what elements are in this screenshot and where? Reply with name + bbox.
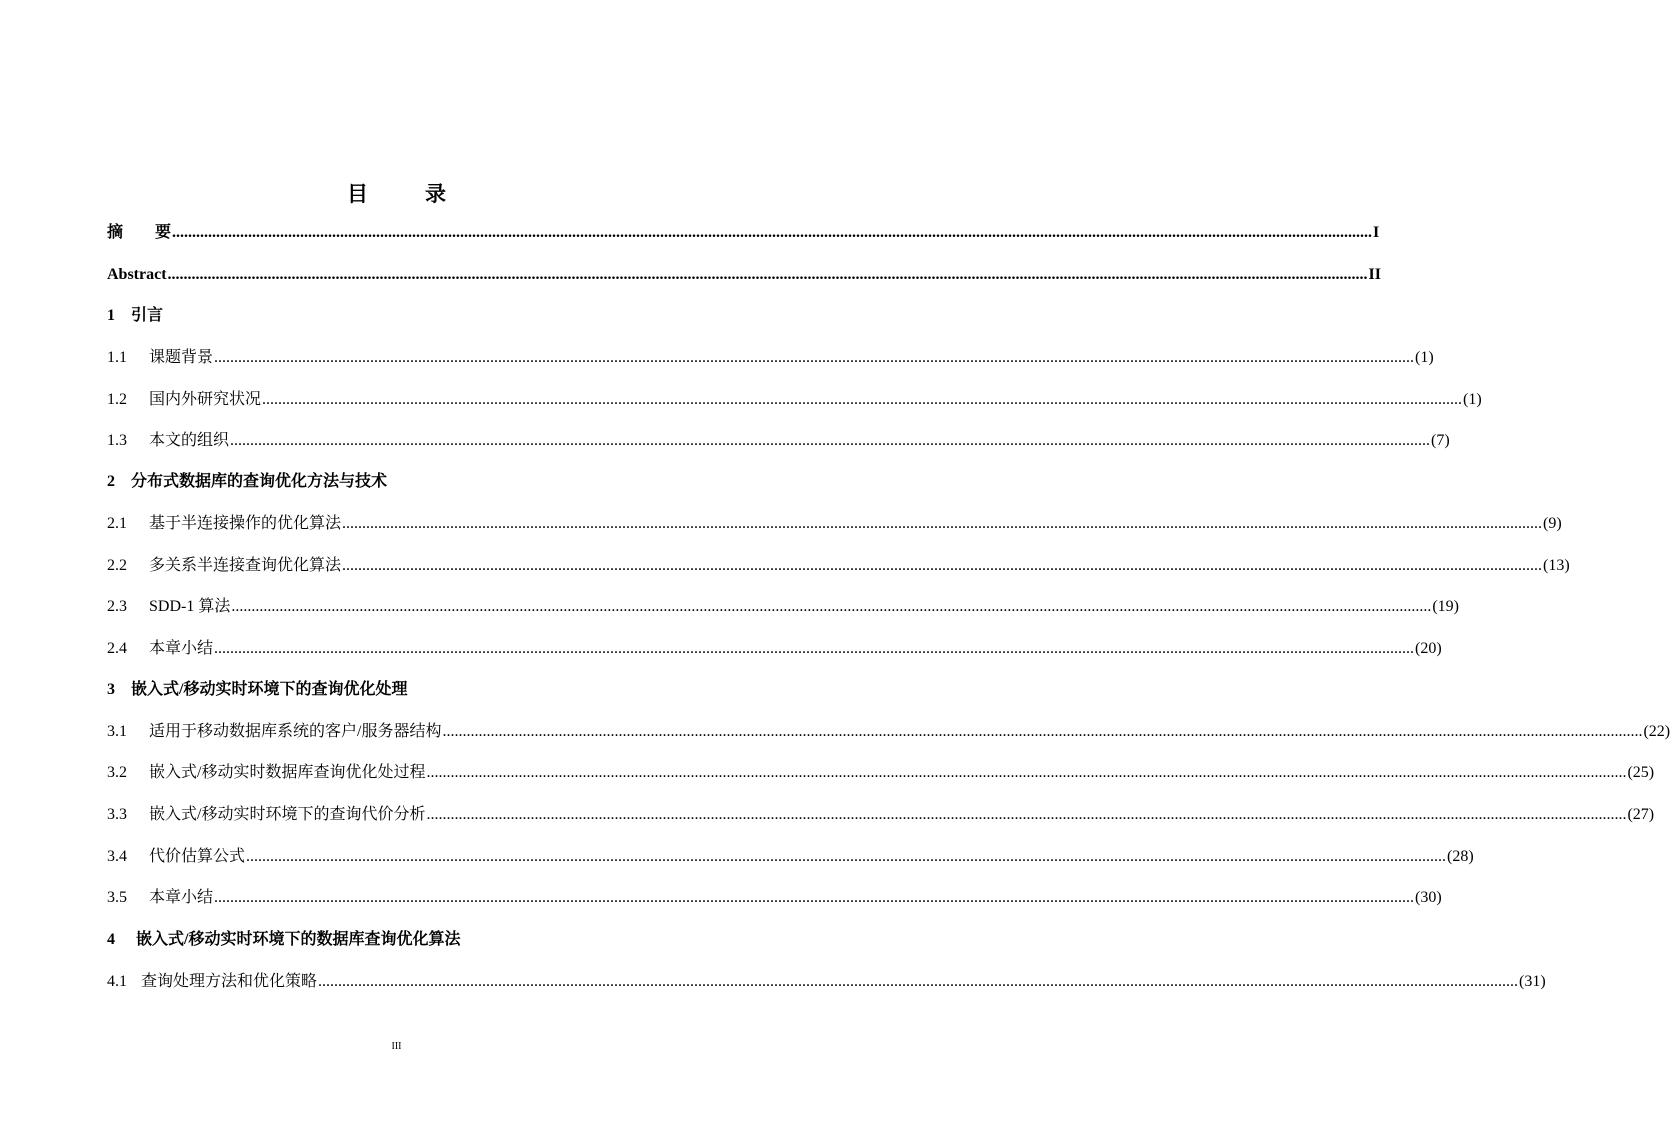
toc-entry-2-1[interactable]	[107, 512, 1562, 536]
toc-entry-text: 适用于移动数据库系统的客户/服务器结构	[149, 723, 442, 740]
toc-entry-text: 引言	[131, 307, 164, 324]
toc-entry-text: 分布式数据库的查询优化方法与技术	[131, 473, 388, 490]
toc-entry-text: 本章小结	[149, 640, 214, 657]
page-title: 目 录	[347, 182, 464, 206]
toc-entry-page: (28)	[1447, 848, 1474, 865]
toc-leader-dots: ............................................................................................................................................................................................................................................................................................................	[342, 557, 1543, 574]
toc-chapter-3[interactable]	[107, 678, 699, 702]
toc-entry-page: (25)	[1627, 764, 1655, 781]
toc-entry-number: 1.2	[107, 391, 127, 408]
toc-entry-number: 2	[107, 473, 115, 490]
toc-entry-number: 3.1	[107, 723, 127, 740]
toc-entry-abstract-en[interactable]	[107, 263, 1381, 287]
toc-entry-text: 代价估算公式	[149, 848, 246, 865]
toc-entry-page: (9)	[1543, 515, 1562, 532]
toc-leader-dots: ............................................................................................................................................................................................................................................................................................................	[167, 266, 1368, 283]
toc-entry-number: 3.4	[107, 848, 127, 865]
toc-entry-text: 查询处理方法和优化策略	[141, 973, 318, 990]
toc-leader-dots: ............................................................................................................................................................................................................................................................................................................	[342, 515, 1543, 532]
toc-chapter-2[interactable]	[107, 470, 699, 494]
toc-entry-number: 3	[107, 681, 115, 698]
toc-entry-text: 本文的组织	[149, 432, 230, 449]
toc-entry-text: 多关系半连接查询优化算法	[149, 557, 342, 574]
toc-entry-text: 嵌入式/移动实时环境下的数据库查询优化算法	[136, 931, 461, 948]
toc-leader-dots: ............................................................................................................................................................................................................................................................................................................	[230, 432, 1431, 449]
toc-entry-page: (7)	[1431, 432, 1450, 449]
toc-leader-dots: ............................................................................................................................................................................................................................................................................................................	[442, 723, 1643, 740]
toc-entry-2-3[interactable]	[107, 595, 1459, 619]
toc-entry-page: II	[1368, 266, 1381, 283]
toc-entry-1-2[interactable]	[107, 388, 1482, 412]
toc-leader-dots: ............................................................................................................................................................................................................................................................................................................	[172, 224, 1373, 241]
toc-entry-number: 3.5	[107, 889, 127, 906]
toc-entry-1-3[interactable]	[107, 429, 1450, 453]
toc-entry-text: SDD-1 算法	[149, 598, 231, 615]
toc-entry-number: 3.2	[107, 764, 127, 781]
toc-entry-page: (1)	[1415, 349, 1434, 366]
toc-entry-text: Abstract	[107, 266, 167, 283]
toc-entry-4-1[interactable]	[107, 970, 1546, 994]
toc-entry-number: 4	[107, 931, 115, 948]
toc-chapter-1[interactable]	[107, 304, 699, 328]
toc-entry-page: (13)	[1543, 557, 1570, 574]
toc-entry-page: I	[1373, 224, 1380, 241]
toc-entry-3-2[interactable]	[107, 761, 1655, 785]
toc-leader-dots: ............................................................................................................................................................................................................................................................................................................	[426, 806, 1627, 823]
toc-leader-dots: ............................................................................................................................................................................................................................................................................................................	[231, 598, 1432, 615]
toc-entry-page: (27)	[1627, 806, 1655, 823]
toc-entry-text: 本章小结	[149, 889, 214, 906]
toc-entry-page: (22)	[1643, 723, 1670, 740]
toc-entry-text: 嵌入式/移动实时数据库查询优化处过程	[149, 764, 426, 781]
page-number: III	[391, 1041, 402, 1052]
toc-entry-number: 4.1	[107, 973, 127, 990]
toc-entry-text: 嵌入式/移动实时环境下的查询优化处理	[131, 681, 408, 698]
toc-entry-number: 1	[107, 307, 115, 324]
toc-entry-3-3[interactable]	[107, 803, 1655, 827]
toc-entry-text: 课题背景	[149, 349, 214, 366]
toc-entry-text: 嵌入式/移动实时环境下的查询代价分析	[149, 806, 426, 823]
toc-chapter-4[interactable]	[107, 928, 699, 952]
toc-entry-number: 2.3	[107, 598, 127, 615]
toc-entry-3-5[interactable]	[107, 886, 1442, 910]
toc-entry-number: 1.1	[107, 349, 127, 366]
toc-entry-abstract-cn[interactable]	[107, 221, 1380, 245]
toc-entry-text: 基于半连接操作的优化算法	[149, 515, 342, 532]
toc-entry-page: (31)	[1519, 973, 1546, 990]
toc-leader-dots: ............................................................................................................................................................................................................................................................................................................	[214, 349, 1415, 366]
toc-entry-2-4[interactable]	[107, 637, 1442, 661]
toc-leader-dots: ............................................................................................................................................................................................................................................................................................................	[426, 764, 1627, 781]
toc-leader-dots: ............................................................................................................................................................................................................................................................................................................	[262, 391, 1463, 408]
toc-entry-page: (19)	[1432, 598, 1459, 615]
toc-entry-page: (30)	[1415, 889, 1442, 906]
toc-leader-dots: ............................................................................................................................................................................................................................................................................................................	[318, 973, 1519, 990]
toc-entry-number: 3.3	[107, 806, 127, 823]
toc-entry-number: 2.1	[107, 515, 127, 532]
toc-entry-page: (20)	[1415, 640, 1442, 657]
toc-entry-3-1[interactable]	[107, 720, 1670, 744]
toc-leader-dots: ............................................................................................................................................................................................................................................................................................................	[214, 889, 1415, 906]
toc-entry-text: 摘 要	[107, 224, 172, 241]
toc-entry-3-4[interactable]	[107, 845, 1474, 869]
toc-entry-page: (1)	[1463, 391, 1482, 408]
toc-entry-2-2[interactable]	[107, 554, 1570, 578]
toc-entry-number: 2.4	[107, 640, 127, 657]
toc-entry-text: 国内外研究状况	[149, 391, 262, 408]
toc-entry-number: 1.3	[107, 432, 127, 449]
toc-entry-number: 2.2	[107, 557, 127, 574]
toc-entry-1-1[interactable]	[107, 346, 1434, 370]
toc-leader-dots: ............................................................................................................................................................................................................................................................................................................	[246, 848, 1447, 865]
toc-leader-dots: ............................................................................................................................................................................................................................................................................................................	[214, 640, 1415, 657]
